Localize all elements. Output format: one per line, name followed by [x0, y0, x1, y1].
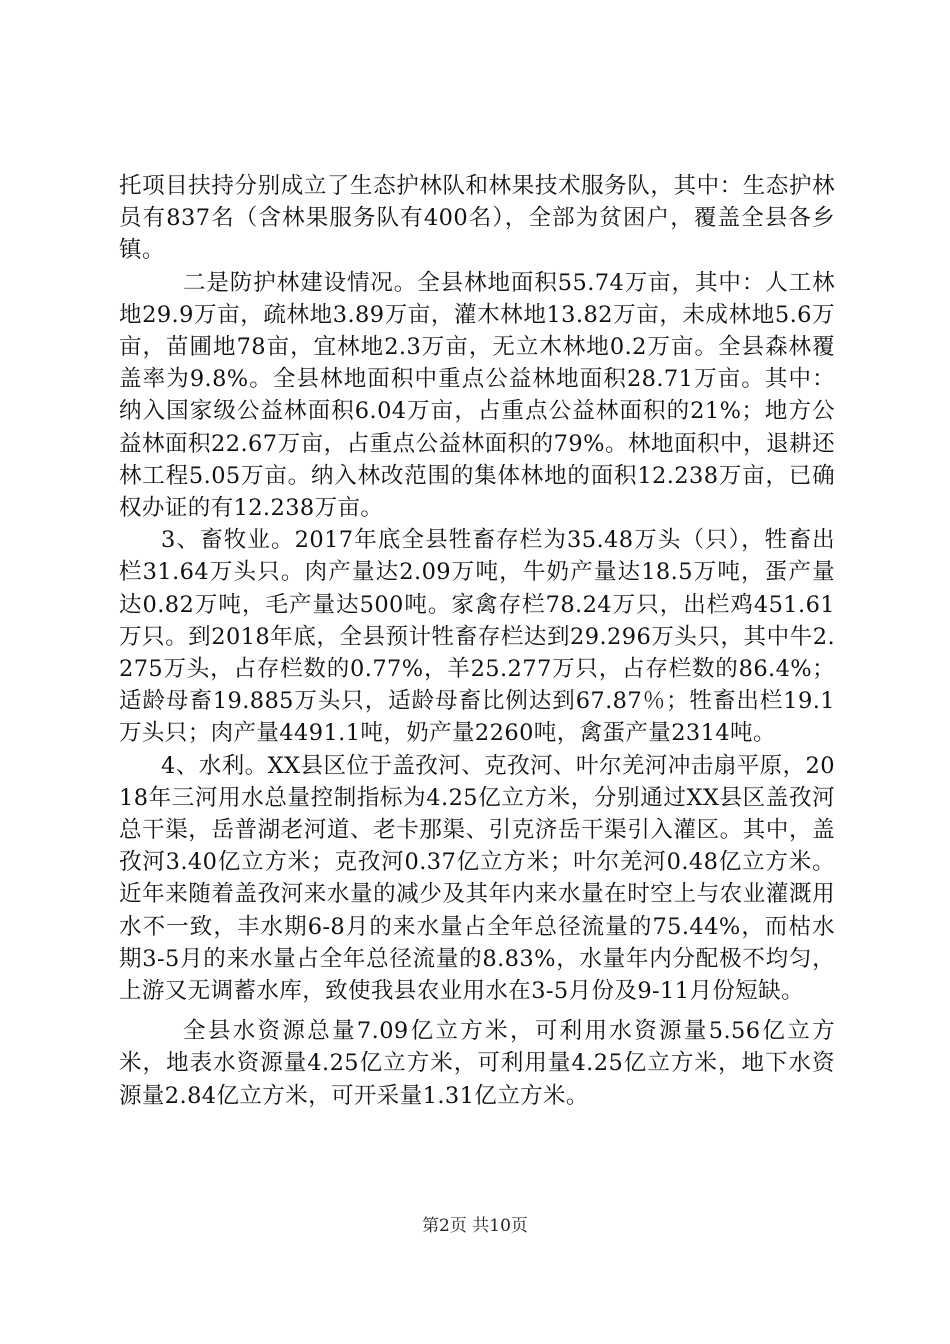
document-body [119, 170, 835, 1112]
paragraph-water-resources: 全县水资源总量7.09亿立方米，可利用水资源量5.56亿立方米，地表水资源量4.25亿立方米，可利用量4.25亿立方米，地下水资源量2.84亿立方米，可开采量1.31亿立方米。 [119, 1018, 835, 1109]
paragraph-water-conservancy: 4、水利。XX县区位于盖孜河、克孜河、叶尔羌河冲击扇平原，2018年三河用水总量控制指标为4.25亿立方米，分别通过XX县区盖孜河总干渠，岳普湖老河道、老卡那渠、引克济岳干渠引入灌区。其中，盖孜河3.40亿立方米；克孜河0.37亿立方米；叶尔羌河0.48亿立方米。近年来随着盖孜河来水量的减少及其年内来水量在时空上与农业灌溉用水不一致，丰水期6-8月的来水量占全年总径流量的75.44%，而枯水期3-5月的来水量占全年总径流量的8.83%，水量年内分配极不均匀，上游又无调蓄水库，致使我县农业用水在3-5月份及9-11月份短缺。 [119, 752, 835, 1005]
paragraph-shelter-forest: 二是防护林建设情况。全县林地面积55.74万亩，其中：人工林地29.9万亩，疏林地3.89万亩，灌木林地13.82万亩，未成林地5.6万亩，苗圃地78亩，宜林地2.3万亩，无立木林地0.2万亩。全县森林覆盖率为9.8%。全县林地面积中重点公益林地面积28.71万亩。其中：纳入国家级公益林面积6.04万亩，占重点公益林面积的21%；地方公益林面积22.67万亩，占重点公益林面积的79%。林地面积中，退耕还林工程5.05万亩。纳入林改范围的集体林地的面积12.238万亩，已确权办证的有12.238万亩。 [119, 269, 835, 522]
paragraph-livestock: 3、畜牧业。2017年底全县牲畜存栏为35.48万头（只），牲畜出栏31.64万头只。肉产量达2.09万吨，牛奶产量达18.5万吨，蛋产量达0.82万吨，毛产量达500吨。家禽存栏78.24万只，出栏鸡451.61万只。到2018年底，全县预计牲畜存栏达到29.296万头只，其中牛2.275万头，占存栏数的0.77%，羊25.277万只，占存栏数的86.4%；适龄母畜19.885万头只，适龄母畜比例达到67.87％；牲畜出栏19.1万头只；肉产量4491.1吨，奶产量2260吨，禽蛋产量2314吨。 [119, 527, 835, 747]
paragraph-forest-teams: 托项目扶持分别成立了生态护林队和林果技术服务队，其中：生态护林员有837名（含林果服务队有400名），全部为贫困户，覆盖全县各乡镇。 [119, 173, 835, 264]
page-number-footer: 第2页 共10页 [422, 1216, 528, 1236]
